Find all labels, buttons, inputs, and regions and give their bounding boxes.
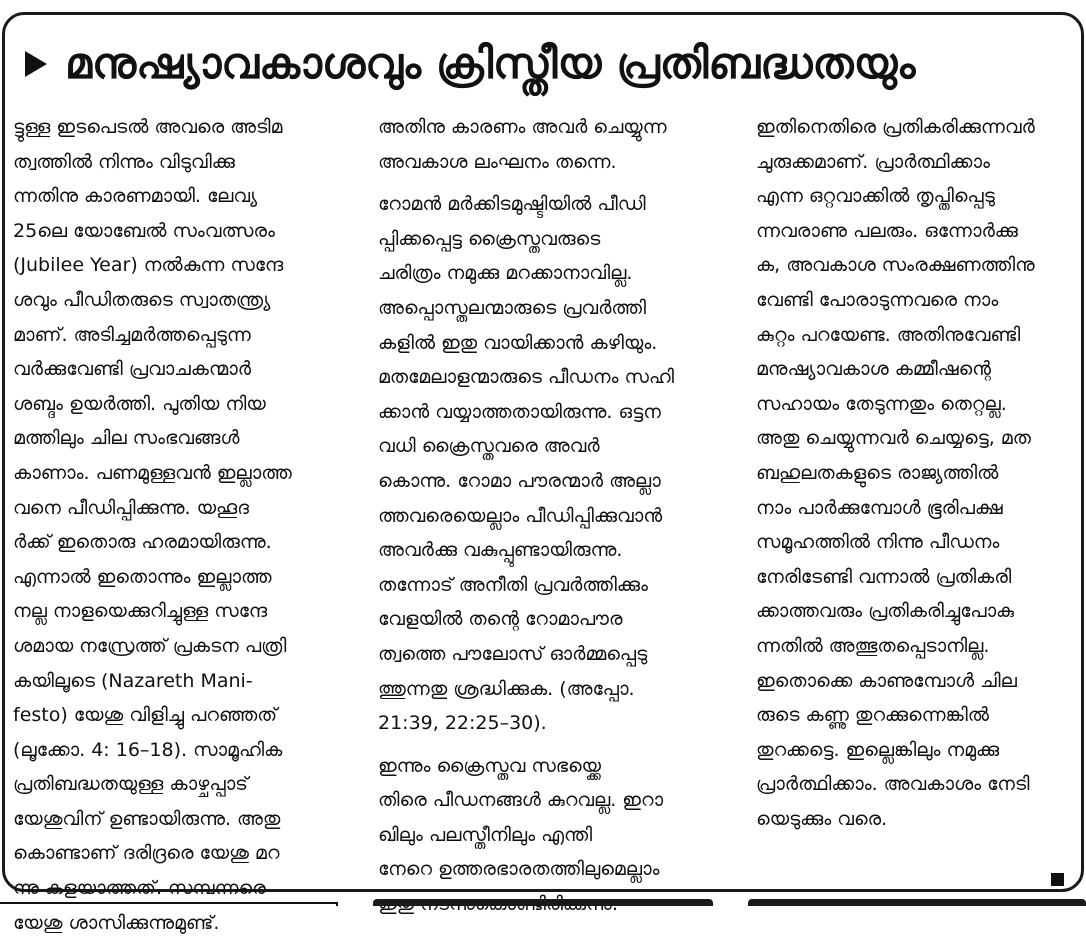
text-line: ത്വത്തെ പൗലോസ് ഓർമ്മപ്പെടു [378,642,648,665]
text-line: ക്കാൻ വയ്യാത്തതായിരുന്നു. ഒട്ടന [378,400,661,423]
text-line: ന്നതിൽ അത്ഭുതപ്പെടാനില്ല. [756,634,990,657]
text-line: ർക്ക് ഇതൊരു ഹരമായിരുന്നു. [13,531,272,554]
text-line: ഖിലും പലസ്തീനിലും എന്തി [378,823,593,846]
text-line: വധി ക്രൈസ്തവരെ അവർ [378,435,600,458]
text-line: പ്രാർത്ഥിക്കാം. അവകാശം നേടി [756,773,1030,796]
next-page-strip [0,896,1086,906]
text-line: ന്നതിനു കാരണമായി. ലേവ്യ [13,185,258,208]
text-line: രുടെ കണ്ണു തുറക്കുന്നെങ്കിൽ [756,704,989,727]
text-line: festo) യേശു വിളിച്ചു പറഞ്ഞത് [13,704,278,727]
text-line: (ലൂക്കോ. 4: 16–18). സാമൂഹിക [13,738,283,761]
text-line: വേളയിൽ തന്റെ റോമാപൗര [378,608,623,631]
text-line: സഹായം തേടുന്നതും തെറ്റല്ല. [756,392,1007,415]
end-of-article-mark [1051,873,1064,886]
article-header [5,29,1081,99]
text-line: ഇതൊക്കെ കാണുമ്പോൾ ചില [756,669,1017,692]
paragraph-gap [378,179,728,187]
text-line: ക, അവകാശ സംരക്ഷണത്തിനു [756,254,1035,277]
article-column-1 [13,110,358,934]
text-line: നേറെ ഉത്തരഭാരതത്തിലുമെല്ലാം [378,858,660,881]
text-line: അതിനു കാരണം അവർ ചെയ്യുന്ന [378,116,667,138]
text-line: കൊന്നു. റോമാ പൗരന്മാർ അല്ലാ [378,469,661,492]
text-line: അതു ചെയ്യുന്നവർ ചെയ്യട്ടെ, മത [756,427,1031,450]
article-box [2,12,1084,934]
text-line: ത്വത്തിൽ നിന്നും വിടുവിക്കു [13,150,235,173]
text-line: അവർക്കു വകുപ്പുണ്ടായിരുന്നു. [378,539,623,562]
text-line: യേശു ശാസിക്കുന്നുമുണ്ട്. [13,911,220,934]
article-column-3 [756,110,1086,890]
text-line: മാണ്. അടിച്ചമർത്തപ്പെടുന്ന [13,323,251,346]
text-line: ശമായ നസ്രേത്ത് പ്രകടന പത്രി [13,634,287,657]
text-line: കുറ്റം പറയേണ്ട. അതിനുവേണ്ടി [756,323,1021,346]
text-line: ന്നവരാണു പലരും. ഒന്നോർക്കു [756,219,1018,242]
text-line: അവകാശ ലംഘനം തന്നെ. [378,150,617,173]
text-line: ചരിത്രം നമുക്കു മറക്കാനാവില്ല. [378,262,633,285]
text-line: എന്ന ഒറ്റവാക്കിൽ തൃപ്തിപ്പെടു [756,185,995,208]
text-line: കയിലൂടെ (Nazareth Mani- [13,669,253,692]
text-line: മത്തിലും ചില സംഭവങ്ങൾ [13,427,240,450]
text-line: 21:39, 22:25–30). [378,712,547,735]
text-line: കളിൽ ഇതു വായിക്കാൻ കഴിയും. [378,331,658,354]
text-line: വർക്കുവേണ്ടി പ്രവാചകന്മാർ [13,358,252,381]
text-line: തിരെ പീഡനങ്ങൾ കുറവല്ല. ഇറാ [378,789,664,812]
text-line: നല്ല നാളയെക്കുറിച്ചുള്ള സന്ദേ [13,600,268,623]
text-line: എന്നാൽ ഇതൊന്നും ഇല്ലാത്ത [13,565,272,588]
next-box-edge-right [748,899,1086,906]
text-line: ക്കാത്തവരും പ്രതികരിച്ചുപോകു [756,600,1014,623]
text-line: വനെ പീഡിപ്പിക്കുന്നു. യഹൂദ [13,496,250,519]
text-line: ട്ടുള്ള ഇടപെടൽ അവരെ അടിമ [13,116,283,138]
text-line: ഇന്നും ക്രൈസ്തവ സഭയ്ക്കെ [378,754,601,777]
triangle-bullet-icon [25,51,47,77]
text-line: ചുരുക്കമാണ്. പ്രാർത്ഥിക്കാം [756,150,990,173]
text-line: റോമൻ മർക്കിടമുഷ്ടിയിൽ പീഡി [378,193,646,216]
text-line: കാണാം. പണമുള്ളവൻ ഇല്ലാത്ത [13,461,292,484]
text-line: കൊണ്ടാണ് ദരിദ്രരെ യേശു മറ [13,842,280,865]
text-line: ശവും പീഡിതരുടെ സ്വാതന്ത്ര്യ [13,288,271,311]
text-line: തുറക്കട്ടെ. ഇല്ലെങ്കിലും നമുക്കു [756,738,1000,761]
text-line: നേരിടേണ്ടി വന്നാൽ പ്രതികരി [756,565,1012,588]
text-line: നാം പാർക്കുമ്പോൾ ഭൂരിപക്ഷ [756,496,1003,519]
text-line: ത്തവരെയെല്ലാം പീഡിപ്പിക്കുവാൻ [378,504,663,527]
text-line: 25ലെ യോബേൽ സംവത്സരം [13,219,275,242]
text-line: ശബ്ദം ഉയർത്തി. പുതിയ നിയ [13,392,266,415]
text-line: വേണ്ടി പോരാടുന്നവരെ നാം [756,288,999,311]
text-line: ന്നു കളയാത്തത്. സമ്പന്നരെ [13,877,266,900]
text-line: ഇതിനെതിരെ പ്രതികരിക്കുന്നവർ [756,116,1035,138]
text-line: സമൂഹത്തിൽ നിന്നു പീഡനം [756,531,1000,554]
paragraph-gap [378,741,728,749]
text-line: പ്രതിബദ്ധതയുള്ള കാഴ്ചപ്പാട് [13,773,249,796]
text-line: അപ്പൊസ്തലന്മാരുടെ പ്രവർത്തി [378,296,647,319]
article-column-2 [378,110,728,890]
text-line: (Jubilee Year) നൽകുന്ന സന്ദേ [13,254,284,277]
next-box-edge-middle [373,899,713,906]
text-line: മതമേലാളന്മാരുടെ പീഡനം സഹി [378,366,675,389]
text-line: യേശുവിന് ഉണ്ടായിരുന്നു. അതു [13,807,281,830]
article-title: മനുഷ്യാവകാശവും ക്രിസ്തീയ പ്രതിബദ്ധതയും [65,39,916,89]
next-box-edge-left [0,902,338,906]
text-line: യെടുക്കും വരെ. [756,807,888,830]
text-line: പ്പിക്കപ്പെട്ട ക്രൈസ്തവരുടെ [378,227,601,250]
text-line: ത്തുന്നതു ശ്രദ്ധിക്കുക. (അപ്പോ. [378,677,635,700]
text-line: ബഹുലതകളുടെ രാജ്യത്തിൽ [756,461,999,484]
text-line: മനുഷ്യാവകാശ കമ്മീഷന്റെ [756,358,992,381]
text-line: തന്നോട് അനീതി പ്രവർത്തിക്കും [378,573,649,596]
